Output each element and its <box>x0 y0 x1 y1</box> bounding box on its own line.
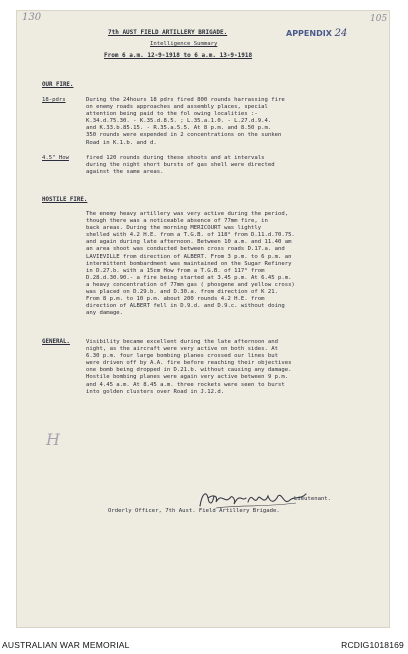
pencil-page-number: 130 <box>22 12 42 23</box>
general-heading: GENERAL. <box>42 339 70 345</box>
signatory-rank: Lieutenant. <box>294 496 332 502</box>
general-paragraph: Visibility became excellent during the late afternoon and night, as the aircraft were very active on both sides. At 6.30 p.m. four large bombing planes crossed our lines but were driven off by A.A. fire before reaching their objectives one bomb being dropped in D.21.b. without causing any damage. Hostile bombing planes were again very active between 9 p.m. and 4.45 a.m. At 8.45 a.m. three rockets were seen to burst into golden clusters over Road in J.12.d. <box>86 339 292 395</box>
18pdr-paragraph: During the 24hours 18 pdrs fired 800 rounds harrassing fire on enemy roads approaches and assembly places, special attention being paid to the fol owing localities :- K.34.d.75.30. - K.35.d.8.5. ; L.35.a.1.0. - L.27.d.9.4. and K.33.b.85.15. - R.35.a.5.5. At 8 p.m. and 8.50 p.m. 350 rounds were expended in 2 concentrations on the sunken Road in K.1.b. and d. <box>86 97 285 146</box>
18pdr-label: 18-pdrs <box>42 97 66 103</box>
hostile-fire-heading: HOSTILE FIRE. <box>42 197 88 203</box>
brigade-heading: 7th AUST FIELD ARTILLERY BRIGADE. <box>108 29 228 36</box>
pencil-folio-number: 105 <box>370 14 388 24</box>
how-label: 4.5" How <box>42 155 69 161</box>
appendix-number: 24 <box>334 28 348 39</box>
footer-id: RCDIG1018169 <box>341 640 404 650</box>
document-page <box>16 10 390 628</box>
signatory-title: Orderly Officer, 7th Aust. Field Artillery Brigade. <box>108 508 280 514</box>
appendix-label: APPENDIX <box>286 29 332 38</box>
footer-source: AUSTRALIAN WAR MEMORIAL <box>2 640 130 650</box>
margin-pencil-mark: H <box>46 430 60 449</box>
how-paragraph: fired 120 rounds during these shoots and at intervals during the night short bursts of gas shell were directed against the same areas. <box>86 155 275 176</box>
our-fire-heading: OUR FIRE. <box>42 82 74 88</box>
hostile-fire-paragraph: The enemy heavy artillery was very active during the period, though there was a noticeable absence of 77mm fire, in back areas. During the morning MERICOURT was lightly shelled with 4.2 H.E. from a T.G.B. of 118° from D.11.d.70.75. and again during late afternoon. Between 10 a.m. and 11.40 am an area shoot was conducted between cross roads D.17.a. and LAVIEVILLE from direction of ALBERT. From 3 p.m. to 6 p.m. an intermittent bombardment was maintained on the Sugar Refinery in D.27.b. with a 15cm How from a T.G.B. of 117° from D.28.d.30.90.- a fire being started at 3.45 p.m. At 6.45 p.m. a heavy concentration of 77mm gas ( phosgene and yellow cross) was placed on D.29.b. and D.30.a. from direction of K 21. From 8 p.m. to 10 p.m. about 200 rounds 4.2 H.E. from direction of ALBERT fell in D.9.d. and D.9.c. without doing any damage. <box>86 211 295 317</box>
appendix-stamp <box>286 28 347 39</box>
summary-title: Intelligence Summary <box>150 41 218 47</box>
period-line: From 6 a.m. 12-9-1918 to 6 a.m. 13-9-1918 <box>104 52 253 59</box>
